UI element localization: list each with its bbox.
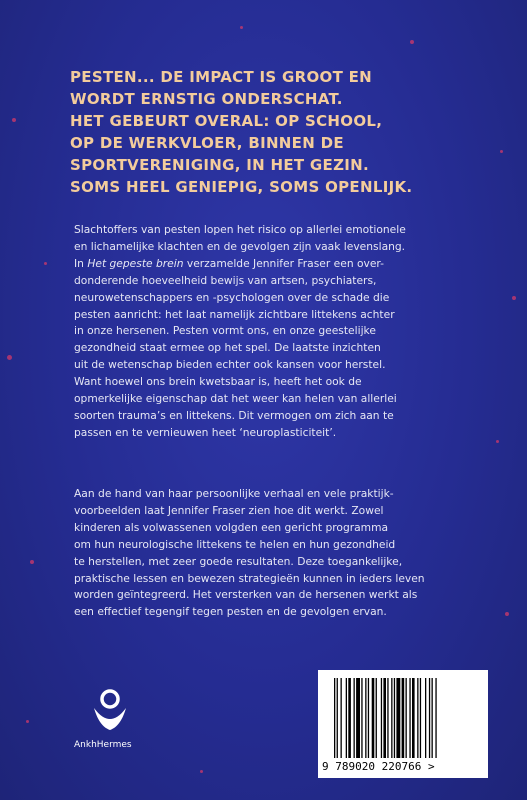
barcode-bar: [402, 678, 405, 758]
decorative-speck: [26, 720, 29, 723]
decorative-speck: [512, 296, 516, 300]
body-line-post: verzamelde Jennifer Fraser een over-: [183, 256, 384, 270]
barcode-bar: [387, 678, 388, 758]
barcode-bar: [432, 678, 433, 758]
barcode-bar: [368, 678, 369, 758]
barcode-bar: [420, 678, 421, 758]
body-line: gezondheid staat ermee op het spel. De laatste inzichten: [74, 341, 381, 355]
barcode-bar: [425, 678, 426, 758]
body-line: uit de wetenschap bieden echter ook kansen voor herstel.: [74, 358, 386, 372]
decorative-speck: [410, 40, 414, 44]
body-line: om hun neurologische littekens te helen en hun gezondheid: [74, 537, 396, 551]
decorative-speck: [500, 150, 503, 153]
barcode-bar: [409, 678, 410, 758]
body-line: donderende hoeveelheid bewijs van artsen, psychiaters,: [74, 273, 377, 287]
headline-line: PESTEN... DE IMPACT IS GROOT EN: [70, 68, 373, 86]
body-line: praktische lessen en bewezen strategieën kunnen in ieders leven: [74, 571, 425, 585]
barcode-bar: [412, 678, 415, 758]
body-line: in onze hersenen. Pesten vormt ons, en onze geestelijke: [74, 324, 376, 338]
headline: [70, 66, 490, 198]
decorative-speck: [30, 560, 34, 564]
body-line: voorbeelden laat Jennifer Fraser zien hoe dit werkt. Zowel: [74, 503, 384, 517]
barcode-bar: [381, 678, 382, 758]
body-line: Aan de hand van haar persoonlijke verhaal en vele praktijk-: [74, 487, 394, 500]
blurb-paragraph-2: [74, 486, 474, 621]
decorative-speck: [12, 118, 16, 122]
barcode-bar: [376, 678, 377, 758]
headline-line: WORDT ERNSTIG ONDERSCHAT.: [70, 90, 343, 108]
barcode-bar: [435, 678, 436, 758]
decorative-speck: [496, 440, 499, 443]
barcode: [318, 670, 488, 778]
decorative-speck: [240, 26, 243, 29]
barcode-bar: [383, 678, 386, 758]
body-line: soorten trauma’s en littekens. Dit vermogen om zich aan te: [74, 408, 394, 422]
body-line: Want hoewel ons brein kwetsbaar is, heeft het ook de: [74, 375, 362, 389]
barcode-bar: [406, 678, 407, 758]
body-line: passen en te vernieuwen heet ‘neuroplasticiteit’.: [74, 425, 337, 439]
book-title: Het gepeste brein: [87, 256, 184, 270]
body-line: Slachtoffers van pesten lopen het risico op allerlei emotionele: [74, 223, 406, 236]
barcode-bar: [391, 678, 392, 758]
barcode-bar: [341, 678, 342, 758]
barcode-bar: [365, 678, 366, 758]
headline-line: HET GEBEURT OVERAL: OP SCHOOL,: [70, 112, 383, 130]
headline-line: SPORTVERENIGING, IN HET GEZIN.: [70, 156, 370, 174]
body-line: en lichamelijke klachten en de gevolgen zijn vaak levenslang.: [74, 239, 406, 253]
headline-line: SOMS HEEL GENIEPIG, SOMS OPENLIJK.: [70, 178, 413, 196]
body-line: een effectief tegengif tegen pesten en de gevolgen ervan.: [74, 605, 387, 619]
body-line: worden geïntegreerd. Het versterken van de hersenen werkt als: [74, 588, 418, 602]
barcode-bar: [394, 678, 395, 758]
body-line: [74, 256, 474, 273]
barcode-bar: [356, 678, 360, 758]
barcode-bar: [417, 678, 418, 758]
isbn-number: 9 789020 220766 >: [322, 760, 435, 773]
headline-line: OP DE WERKVLOER, BINNEN DE: [70, 134, 344, 152]
barcode-bars: [330, 678, 476, 760]
body-line-pre: In: [74, 256, 88, 270]
decorative-speck: [7, 355, 12, 360]
publisher-name: AnkhHermes: [74, 740, 132, 750]
decorative-speck: [505, 612, 509, 616]
barcode-bar: [346, 678, 347, 758]
barcode-bar: [372, 678, 375, 758]
decorative-speck: [44, 262, 47, 265]
body-line: te herstellen, met zeer goede resultaten. Deze toegankelijke,: [74, 554, 403, 568]
barcode-bar: [337, 678, 338, 758]
barcode-bar: [334, 678, 335, 758]
body-line: kinderen als volwassenen volgden een gericht programma: [74, 520, 389, 534]
blurb-paragraph-1: [74, 222, 474, 442]
barcode-bar: [429, 678, 430, 758]
barcode-bar: [354, 678, 355, 758]
body-line: neurowetenschappers en -psychologen over de schade die: [74, 290, 390, 304]
body-line: pesten aanricht: het laat namelijk zichtbare littekens achter: [74, 307, 395, 321]
body-line: opmerkelijke eigenschap dat het weer kan helen van allerlei: [74, 392, 397, 406]
barcode-bar: [361, 678, 362, 758]
decorative-speck: [200, 770, 203, 773]
ankh-hermes-logo-icon: [86, 688, 134, 736]
barcode-bar: [348, 678, 351, 758]
barcode-bar: [396, 678, 400, 758]
